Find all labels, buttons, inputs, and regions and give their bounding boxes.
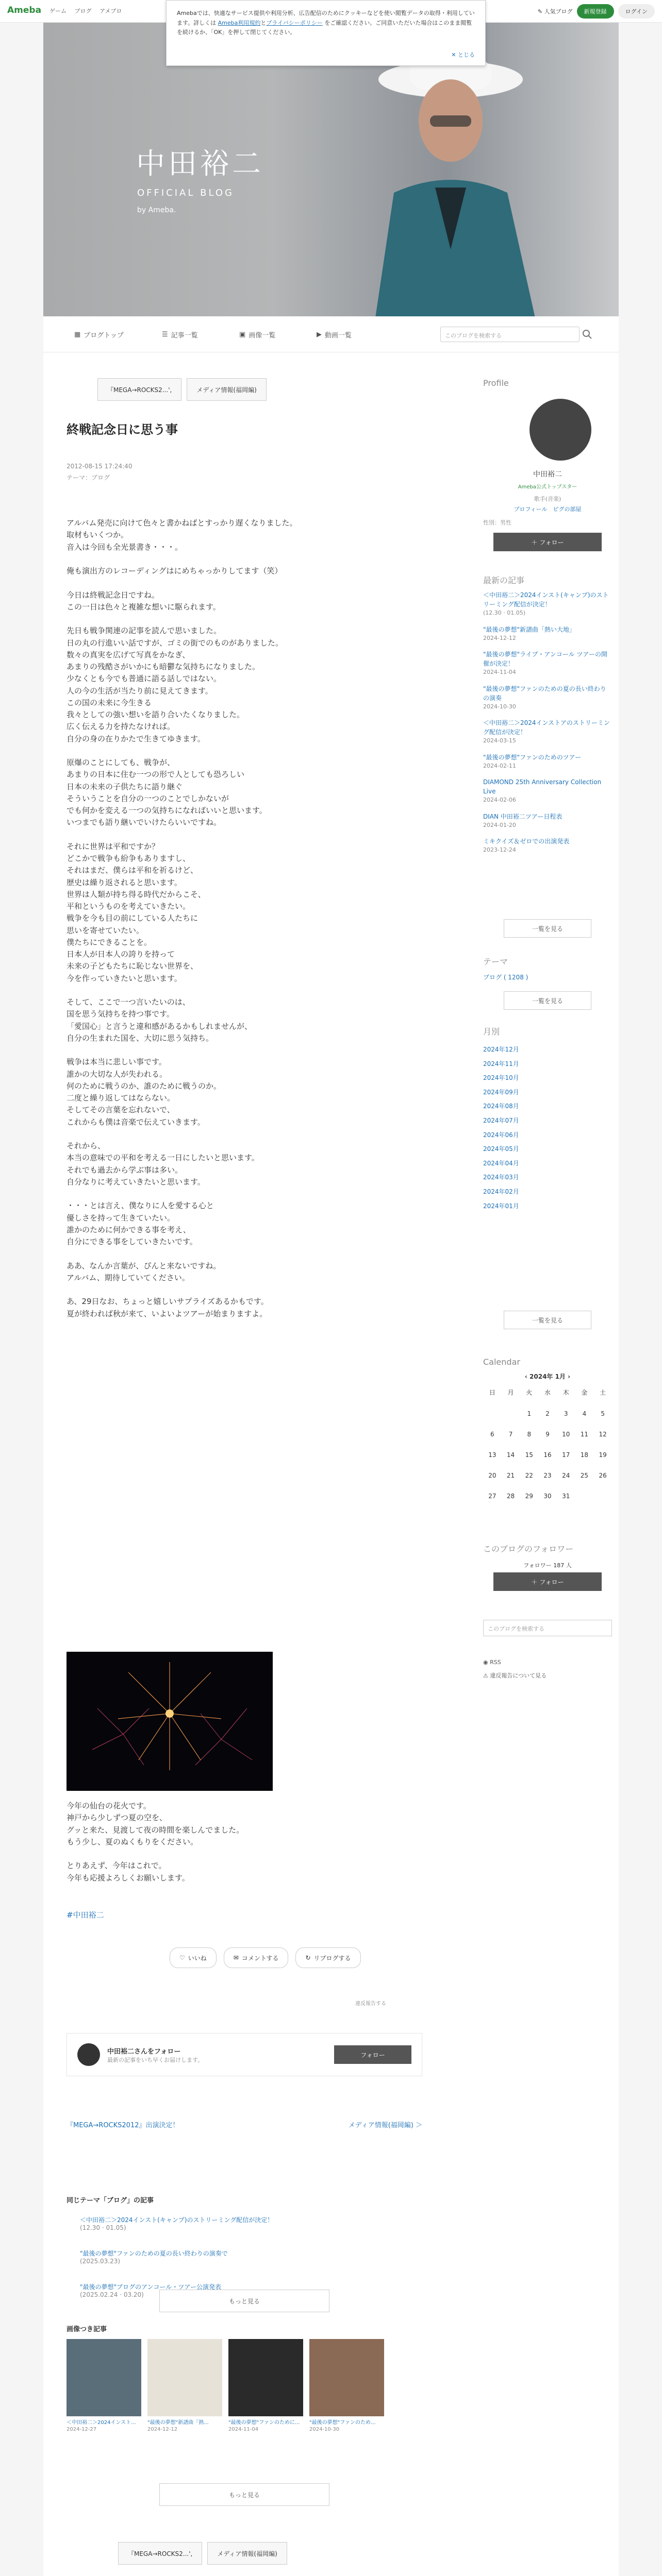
image-entry[interactable] xyxy=(228,2339,303,2432)
consent-text: Amebaでは、快適なサービス提供や利用分析、広告配信のためにクッキーなどを使い閲覧データの取得・利用しています。詳しくは xyxy=(177,10,475,26)
recent-title: "最後の夢想"ファンのためのツアー xyxy=(483,753,582,761)
reblog-icon: ↻ xyxy=(305,1954,311,1961)
recent-more-button[interactable]: 一覧を見る xyxy=(504,919,591,938)
thumb-caption: "最後の夢想"新譜曲「熱... xyxy=(147,2420,209,2426)
report-link-sidebar[interactable] xyxy=(483,1671,547,1680)
archive-item[interactable]: 2024年08月 xyxy=(483,1103,519,1110)
privacy-link[interactable]: プライバシーポリシー xyxy=(266,19,323,26)
consent-close-button[interactable]: ✕ とじる xyxy=(451,52,475,59)
menu-label: 画像一覧 xyxy=(249,332,276,340)
theme-item[interactable]: ブログ ( 1208 ) xyxy=(483,974,528,981)
image-entry[interactable] xyxy=(147,2339,222,2432)
login-button[interactable]: ログイン xyxy=(618,4,655,19)
menu-label: ブログトップ xyxy=(84,332,124,340)
calendar-weekday: 金 xyxy=(581,1389,588,1396)
archive-list xyxy=(483,1043,519,1213)
global-nav xyxy=(49,7,128,15)
calendar-day[interactable]: 11 xyxy=(580,1431,589,1438)
recent-title: "最後の夢想"新譜曲「熱い大地」 xyxy=(483,625,576,633)
artist-photo xyxy=(332,43,559,316)
thumb-caption: "最後の夢想"ファンのため... xyxy=(309,2420,376,2426)
calendar-day[interactable]: 21 xyxy=(506,1472,515,1479)
list-item[interactable] xyxy=(483,590,612,618)
list-item[interactable] xyxy=(483,625,612,643)
entry-actions xyxy=(170,1947,361,1968)
thumbnail xyxy=(147,2339,222,2416)
list-item[interactable] xyxy=(483,684,612,711)
calendar-month-label: 2024年 1月 xyxy=(529,1373,566,1380)
calendar-weekday: 土 xyxy=(600,1389,606,1396)
profile-stats: 性別：男性 xyxy=(483,519,511,526)
recent-date: 2024-03-15 xyxy=(483,737,516,744)
reblog-button[interactable] xyxy=(295,1947,360,1968)
entry-body: アルバム発売に向けて色々と書かねばとすっかり遅くなりました。 取材もいくつか。 音入は今回も全光景書き・・・。 俺も演出方のレコーディングはにめちゃっかりしてます（笑） 今日は終戦記念日ですね。 この一日は色々と複雑な想いに駆られます。 先日も戦争関連の記事を読んで思いました。 日の丸の行進いい話ですが、ゴミの街でのものがありました。 数々の真実を広げて写真をかなぎ、 あまりの残酷さがいかにも暗鬱な気持ちになりました。 少なくとも今でも普通に語る話しではない。 人の今の生活が当たり前に見えてきます。 この国の未来に今生きる 我々としての強い想いを語り合いたくなりました。 広く伝える力を持たなければ。 自分の身の在りかたで生きてゆきます。 原爆のことにしても、戦争が、 あまりの日本に住む一つの形で人としても恐ろしい 日本の未来の子供たちに語り継ぐ そういうことを自分の一つのことでしかないが でも何かを変える一つの気持ちになればいいと思います。 いつまでも語り継いでいけたらいいですね。 それに世界は平和ですか？ どこかで戦争も紛争もありますし、 それはまだ、僕らは平和を祈るけど、 歴史は繰り返されると思います。 世界は人類が持ち得る時代だからこそ、 平和というものを考えていきたい。 戦争を今も目の前にしている人たちに 思いを寄せていたい。 僕たちにできることを。 日本人が日本人の誇りを持って 未来の子どもたちに恥じない世界を、 今を作っていきたいと思います。 そして、ここで一つ言いたいのは、 国を思う気持ちを持つ事です。 「愛国心」と言うと違和感があるかもしれませんが、 自分の生まれた国を、大切に思う気持ち。 戦争は本当に悲しい事です。 誰かの大切な人が失われる。 何のために戦うのか、誰のために戦うのか。 二度と繰り返してはならない。 そしてその言葉を忘れないで、 これからも僕は音楽で伝えていきます。 それから、 本当の意味での平和を考える一日にしたいと思います。 それでも過去から学ぶ事は多い。 自分なりに考えていきたいと思います。 ・・・とは言え、僕なりに人を愛する心と 優しさを持って生きていたい。 誰かのために何かできる事を考え、 自分にできる事をしていきたいです。 ああ、なんか言葉が、ぴんと来ないですね。 アルバム、期待していてください。 あ、29日なお、ちょっと嬉しいサプライズあるかもです。 夏が終われば秋が来て、いよいよツアーが始まりますよ。 xyxy=(67,518,297,1318)
calendar-day[interactable]: 19 xyxy=(599,1451,607,1459)
calendar-day[interactable]: 27 xyxy=(488,1493,496,1500)
next-entry-button[interactable]: メディア情報(福岡編) xyxy=(187,378,266,401)
blog-search-input[interactable]: このブログを検索する xyxy=(440,327,580,342)
related-date: (2025.02.24 · 03.20) xyxy=(80,2291,144,2298)
report-label: 違反報告について見る xyxy=(490,1672,547,1679)
warning-icon: ⚠ xyxy=(483,1672,490,1679)
followers-count[interactable]: フォロワー 187 人 xyxy=(523,1562,572,1569)
calendar-day[interactable]: 4 xyxy=(582,1410,587,1417)
recent-date: 2024-12-12 xyxy=(483,634,516,641)
recent-title: "最後の夢想"ライブ・アンコール ツアーの開催が決定！ xyxy=(483,651,608,667)
list-item[interactable] xyxy=(80,2215,420,2231)
list-item[interactable] xyxy=(80,2249,420,2265)
calendar-day[interactable]: 25 xyxy=(580,1472,589,1479)
search-icon[interactable] xyxy=(582,329,593,340)
main-content xyxy=(43,352,619,2576)
thumbnail xyxy=(309,2339,384,2416)
entry-title[interactable]: 終戦記念日に思う事 xyxy=(67,422,178,437)
followers-heading: このブログのフォロワー xyxy=(483,1544,574,1554)
archive-item[interactable]: 2024年12月 xyxy=(483,1046,519,1053)
home-icon: ▦ xyxy=(74,331,81,338)
blog-menu xyxy=(43,316,619,352)
comment-icon: ✉ xyxy=(233,1954,239,1961)
recent-title: DIAN 中田裕二ツアー日程表 xyxy=(483,812,562,820)
recent-date: 2024-01-20 xyxy=(483,821,516,828)
archive-item[interactable]: 2024年01月 xyxy=(483,1202,519,1210)
official-badge: Ameba公式トップスター xyxy=(518,484,577,490)
profile-name[interactable]: 中田裕二 xyxy=(533,470,562,479)
prev-entry-button[interactable]: 『MEGA→ROCKS2...', xyxy=(118,2542,202,2565)
calendar-day[interactable]: 28 xyxy=(506,1493,515,1500)
calendar-heading: Calendar xyxy=(483,1357,520,1367)
profile-avatar[interactable] xyxy=(529,399,591,461)
archive-item[interactable]: 2024年07月 xyxy=(483,1116,519,1124)
entry-top-nav xyxy=(97,378,267,401)
prev-entry-button[interactable]: 『MEGA→ROCKS2...', xyxy=(97,378,181,401)
prev-entry-link[interactable]: 『MEGA→ROCKS2012』出演決定！ xyxy=(67,2122,179,2129)
calendar-day[interactable]: 13 xyxy=(488,1451,496,1459)
calendar xyxy=(483,1357,612,1500)
image-entries-heading: 画像つき記事 xyxy=(67,2326,107,2333)
calendar-day xyxy=(502,1410,520,1417)
calendar-day[interactable]: 2 xyxy=(545,1410,550,1417)
calendar-day[interactable]: 29 xyxy=(525,1493,533,1500)
related-more-button[interactable]: もっと見る xyxy=(159,2290,329,2312)
calendar-day xyxy=(593,1493,612,1500)
profile-heading: Profile xyxy=(483,378,509,388)
calendar-day[interactable]: 5 xyxy=(601,1410,605,1417)
calendar-day[interactable]: 7 xyxy=(508,1431,513,1438)
archive-item[interactable]: 2024年06月 xyxy=(483,1131,519,1139)
report-link[interactable]: 違反報告する xyxy=(355,2001,386,2007)
image-entry[interactable] xyxy=(67,2339,141,2432)
calendar-day[interactable]: 12 xyxy=(599,1431,607,1438)
thumbnail xyxy=(67,2339,141,2416)
heart-icon: ♡ xyxy=(179,1954,185,1961)
menu-label: 動画一覧 xyxy=(325,332,352,340)
sidebar-search-input[interactable]: このブログを検索する xyxy=(483,1620,612,1636)
recent-date: 2024-11-04 xyxy=(483,669,516,675)
calendar-day xyxy=(483,1410,502,1417)
related-date: (2025.03.23) xyxy=(80,2258,121,2265)
fireworks-photo[interactable] xyxy=(67,1652,273,1791)
calendar-day[interactable]: 8 xyxy=(527,1431,532,1438)
reblog-label: リブログする xyxy=(313,1954,351,1962)
recent-heading: 最新の記事 xyxy=(483,575,525,585)
list-item[interactable] xyxy=(483,650,612,677)
archive-item[interactable]: 2024年03月 xyxy=(483,1174,519,1181)
recent-title: ＜中田裕二＞2024インスト(キャンプ)のストリーミング配信が決定！ xyxy=(483,591,609,608)
recent-date: (12.30 · 01.05) xyxy=(483,609,526,616)
comment-button[interactable] xyxy=(224,1947,289,1968)
nav-ameblo[interactable]: アメブロ xyxy=(100,8,122,14)
entry-body-continued: 今年の仙台の花火です。 神戸から少しずつ夏の空を、 グッと来た、見渡して夜の時間を楽しんでました。 もう少し、夏のぬくもりをください。 とりあえず、今年はこれで。 今年も応援よろしくお願いします。 xyxy=(67,1801,244,1883)
follow-text xyxy=(107,2046,327,2064)
archive-item[interactable]: 2024年10月 xyxy=(483,1074,519,1082)
calendar-day[interactable]: 17 xyxy=(562,1451,570,1459)
sidebar-follow-button-2[interactable]: ＋ フォロー xyxy=(493,1572,602,1591)
header-actions xyxy=(538,4,655,19)
related-date: (12.30 · 01.05) xyxy=(80,2224,126,2231)
recent-title: ＜中田裕二＞2024インストアのストリーミング配信が決定！ xyxy=(483,719,610,736)
follow-title: 中田裕二さんをフォロー xyxy=(107,2047,181,2056)
calendar-grid xyxy=(483,1388,612,1500)
like-button[interactable] xyxy=(170,1947,217,1968)
rss-icon: ◉ xyxy=(483,1659,490,1666)
sidebar-follow-button[interactable]: ＋ フォロー xyxy=(493,533,602,551)
list-item[interactable] xyxy=(483,812,612,830)
popular-blog-link[interactable]: ✎ 人気ブログ xyxy=(537,8,573,15)
calendar-day[interactable]: 23 xyxy=(543,1472,552,1479)
blog-header-image[interactable] xyxy=(43,23,619,316)
prev-month-icon[interactable]: ‹ xyxy=(524,1373,530,1380)
entry-bottom-nav xyxy=(118,2542,287,2565)
calendar-day[interactable]: 9 xyxy=(545,1431,550,1438)
recent-title: ミキクイズ＆ゼロでの出演発表 xyxy=(483,838,570,845)
calendar-day[interactable]: 31 xyxy=(562,1493,570,1500)
consent-text-2: をご確認ください。ご同意いただいた場合はこのまま閲覧を続けるか、「OK」を押して閉じてください。 xyxy=(177,19,472,36)
follow-button[interactable]: フォロー xyxy=(334,2045,411,2064)
next-month-icon[interactable]: › xyxy=(565,1373,571,1380)
menu-blog-top[interactable] xyxy=(74,330,124,340)
image-icon: ▣ xyxy=(239,331,246,338)
archive-item[interactable]: 2024年02月 xyxy=(483,1188,519,1195)
entry-theme[interactable]: テーマ：ブログ xyxy=(67,474,110,481)
calendar-day[interactable]: 3 xyxy=(564,1410,568,1417)
calendar-weekday: 木 xyxy=(562,1389,569,1396)
calendar-day xyxy=(575,1493,594,1500)
calendar-day[interactable]: 24 xyxy=(562,1472,570,1479)
hashtag-link[interactable]: #中田裕二 xyxy=(67,1910,104,1920)
rss-label: RSS xyxy=(490,1659,501,1666)
follow-box xyxy=(67,2033,422,2076)
related-heading: 同じテーマ「ブログ」の記事 xyxy=(67,2197,154,2205)
list-item[interactable] xyxy=(483,777,612,805)
calendar-day[interactable]: 14 xyxy=(506,1451,515,1459)
archive-heading: 月別 xyxy=(483,1027,500,1037)
theme-heading: テーマ xyxy=(483,957,508,967)
avatar xyxy=(77,2043,100,2066)
calendar-weekday: 火 xyxy=(526,1389,533,1396)
terms-link[interactable]: Ameba利用規約 xyxy=(218,19,261,26)
calendar-day[interactable]: 15 xyxy=(525,1451,533,1459)
list-item[interactable] xyxy=(483,718,612,745)
calendar-day[interactable]: 30 xyxy=(543,1493,552,1500)
comment-label: コメントする xyxy=(241,1954,279,1962)
archive-item[interactable]: 2024年05月 xyxy=(483,1145,519,1153)
archive-item[interactable]: 2024年09月 xyxy=(483,1088,519,1096)
list-icon: ☰ xyxy=(162,331,168,338)
thumb-caption: "最後の夢想"ファンのために... xyxy=(228,2420,300,2426)
thumb-date: 2024-12-27 xyxy=(67,2427,97,2432)
image-entries xyxy=(67,2339,384,2432)
blog-title: 中田裕二 xyxy=(136,147,264,181)
recent-list xyxy=(483,590,612,862)
entry-pagination xyxy=(67,2120,422,2129)
cookie-consent-popup xyxy=(166,0,486,66)
archive-item[interactable]: 2024年04月 xyxy=(483,1159,519,1167)
recent-title: "最後の夢想"ファンのための夏の長い終わりの演奏 xyxy=(483,685,606,702)
archive-item[interactable]: 2024年11月 xyxy=(483,1060,519,1067)
menu-label: 記事一覧 xyxy=(171,332,198,340)
menu-entry-list[interactable] xyxy=(162,330,198,340)
recent-title: DIAMOND 25th Anniversary Collection Live xyxy=(483,778,602,795)
related-title: "最後の夢想"ブログのアンコール・ツアー公演発表 xyxy=(80,2283,221,2291)
archive-more-button[interactable]: 一覧を見る xyxy=(504,1311,591,1329)
thumbnail xyxy=(228,2339,303,2416)
calendar-day[interactable]: 18 xyxy=(580,1451,589,1459)
image-entry[interactable] xyxy=(309,2339,384,2432)
related-title: ＜中田裕二＞2024インスト(キャンプ)のストリーミング配信が決定！ xyxy=(80,2216,274,2224)
follow-sub: 最新の記事をいち早くお届けします。 xyxy=(107,2056,204,2063)
calendar-weekday: 日 xyxy=(489,1389,495,1396)
recent-date: 2023-12-24 xyxy=(483,846,516,853)
calendar-month xyxy=(483,1372,612,1381)
theme-more-button[interactable]: 一覧を見る xyxy=(504,991,591,1010)
calendar-weekday: 水 xyxy=(544,1389,551,1396)
calendar-day[interactable]: 6 xyxy=(490,1431,494,1438)
thumb-caption: ＜中田裕二＞2024インスト... xyxy=(67,2420,136,2426)
list-item[interactable] xyxy=(483,837,612,855)
calendar-day[interactable]: 22 xyxy=(525,1472,533,1479)
calendar-day[interactable]: 20 xyxy=(488,1472,496,1479)
next-entry-link[interactable]: メディア情報(福岡編) ＞ xyxy=(348,2122,422,2129)
thumb-date: 2024-11-04 xyxy=(228,2427,259,2432)
ameba-logo[interactable]: Ameba xyxy=(7,5,42,15)
nav-game[interactable]: ゲーム xyxy=(49,8,67,14)
recent-date: 2024-02-06 xyxy=(483,796,516,803)
menu-video-list[interactable] xyxy=(317,330,352,340)
calendar-day[interactable]: 16 xyxy=(543,1451,552,1459)
calendar-weekday: 月 xyxy=(507,1389,514,1396)
video-icon: ▶ xyxy=(317,331,322,338)
blog-subtitle: OFFICIAL BLOG xyxy=(137,188,234,198)
calendar-day[interactable]: 1 xyxy=(527,1410,532,1417)
next-entry-button[interactable]: メディア情報(福岡編) xyxy=(207,2542,287,2565)
calendar-day[interactable]: 10 xyxy=(562,1431,570,1438)
thumb-date: 2024-10-30 xyxy=(309,2427,340,2432)
consent-and: と xyxy=(260,19,267,26)
related-title: "最後の夢想"ファンのための夏の長い終わりの演奏で xyxy=(80,2250,228,2257)
thumb-date: 2024-12-12 xyxy=(147,2427,178,2432)
entry-date: 2012-08-15 17:24:40 xyxy=(67,463,133,470)
calendar-day[interactable]: 26 xyxy=(599,1472,607,1479)
profile-tag: 歌手(音楽) xyxy=(534,496,561,502)
list-item[interactable] xyxy=(483,753,612,771)
by-ameba: by Ameba. xyxy=(137,206,176,214)
like-label: いいね xyxy=(188,1954,207,1962)
rss-link[interactable] xyxy=(483,1659,501,1666)
register-button[interactable]: 新規登録 xyxy=(577,4,614,19)
images-more-button[interactable]: もっと見る xyxy=(159,2483,329,2506)
profile-links[interactable]: プロフィール ピグの部屋 xyxy=(514,506,582,513)
nav-blog[interactable]: ブログ xyxy=(74,8,92,14)
recent-date: 2024-10-30 xyxy=(483,703,516,710)
recent-date: 2024-02-11 xyxy=(483,762,516,769)
menu-image-list[interactable] xyxy=(239,330,275,340)
